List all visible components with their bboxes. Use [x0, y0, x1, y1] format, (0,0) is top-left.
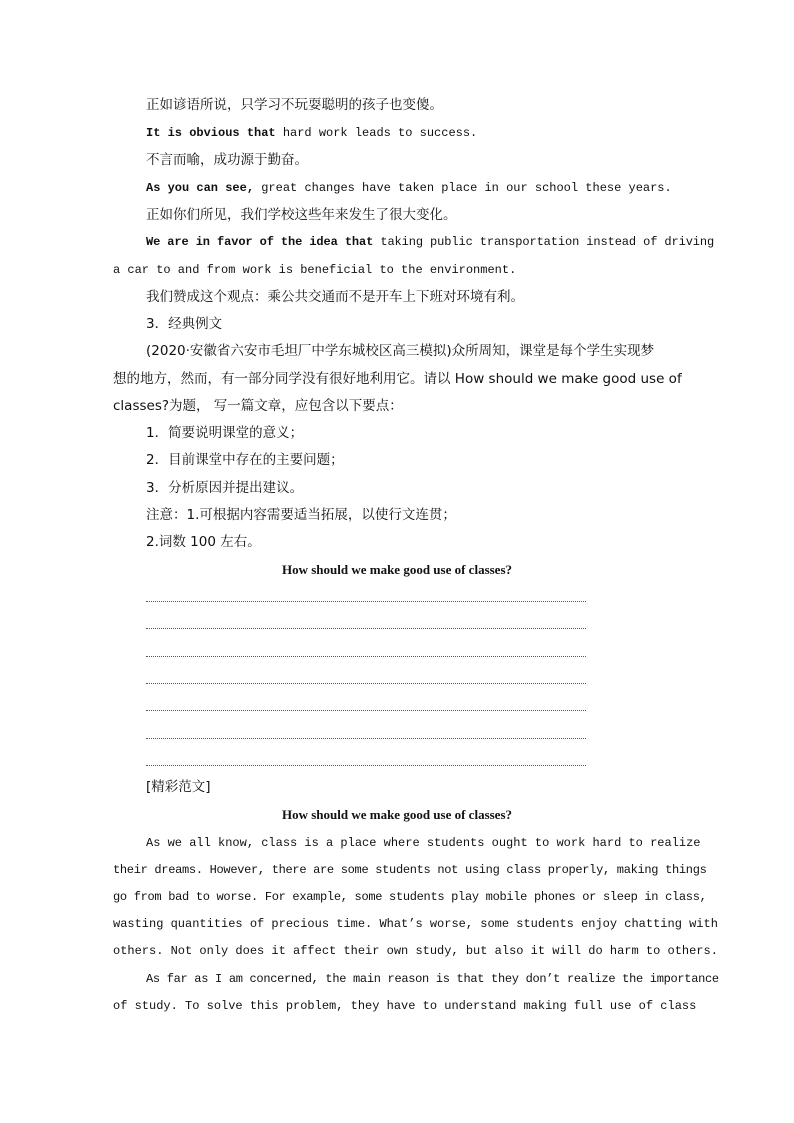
note-line: 注意：1.可根据内容需要适当拓展，以使行文连贯； [146, 507, 456, 523]
list-item: 2．目前课堂中存在的主要问题； [146, 452, 344, 468]
essay-line: wasting quantities of precious time. What’s worse, some students enjoy chatting with [113, 917, 718, 931]
writing-line [146, 683, 586, 684]
bold-phrase: It is obvious that [146, 126, 276, 140]
bold-phrase: We are in favor of the idea that [146, 235, 374, 249]
sample-essay-title: How should we make good use of classes? [281, 807, 513, 822]
essay-line: As far as I am concerned, the main reason is that they don’t realize the importance [146, 972, 719, 986]
text-line: classes?为题， 写一篇文章，应包含以下要点： [113, 398, 403, 414]
essay-line: go from bad to worse. For example, some students play mobile phones or sleep in class, [113, 890, 707, 904]
note-line: 2.词数 100 左右。 [146, 534, 261, 550]
list-item: 3．分析原因并提出建议。 [146, 480, 304, 496]
text-line [146, 179, 672, 197]
section-label: [精彩范文] [146, 779, 211, 795]
writing-line [146, 601, 586, 602]
text-line: 我们赞成这个观点：乘公共交通而不是开车上下班对环境有利。 [146, 289, 524, 305]
text-line: (2020·安徽省六安市毛坦厂中学东城校区高三模拟)众所周知，课堂是每个学生实现梦 [146, 343, 655, 359]
text-line: 正如你们所见，我们学校这些年来发生了很大变化。 [146, 207, 457, 223]
text-line: 想的地方，然而，有一部分同学没有很好地利用它。请以 How should we make good use of [113, 371, 682, 387]
bold-phrase: As you can see, [146, 181, 255, 195]
essay-line: their dreams. However, there are some students not using class properly, making things [113, 863, 707, 877]
list-item: 1．简要说明课堂的意义； [146, 425, 304, 441]
text-span: hard work leads to success. [275, 126, 478, 140]
writing-line [146, 656, 586, 657]
essay-line: others. Not only does it affect their own study, but also it will do harm to others. [113, 944, 718, 958]
text-line [146, 233, 714, 251]
essay-line: As we all know, class is a place where students ought to work hard to realize [146, 836, 701, 850]
text-line: 不言而喻，成功源于勤奋。 [146, 152, 308, 168]
writing-line [146, 710, 586, 711]
section-heading: 3．经典例文 [146, 316, 223, 332]
writing-line [146, 765, 586, 766]
writing-line [146, 628, 586, 629]
essay-title: How should we make good use of classes? [281, 562, 513, 577]
text-line: 正如谚语所说，只学习不玩耍聪明的孩子也变傻。 [146, 97, 443, 113]
text-line [146, 124, 477, 142]
text-line: a car to and from work is beneficial to the environment. [113, 263, 517, 277]
writing-line [146, 738, 586, 739]
text-span: taking public transportation instead of driving [373, 235, 715, 249]
essay-line: of study. To solve this problem, they have to understand making full use of class [113, 999, 697, 1013]
text-span: great changes have taken place in our school these years. [254, 181, 672, 195]
